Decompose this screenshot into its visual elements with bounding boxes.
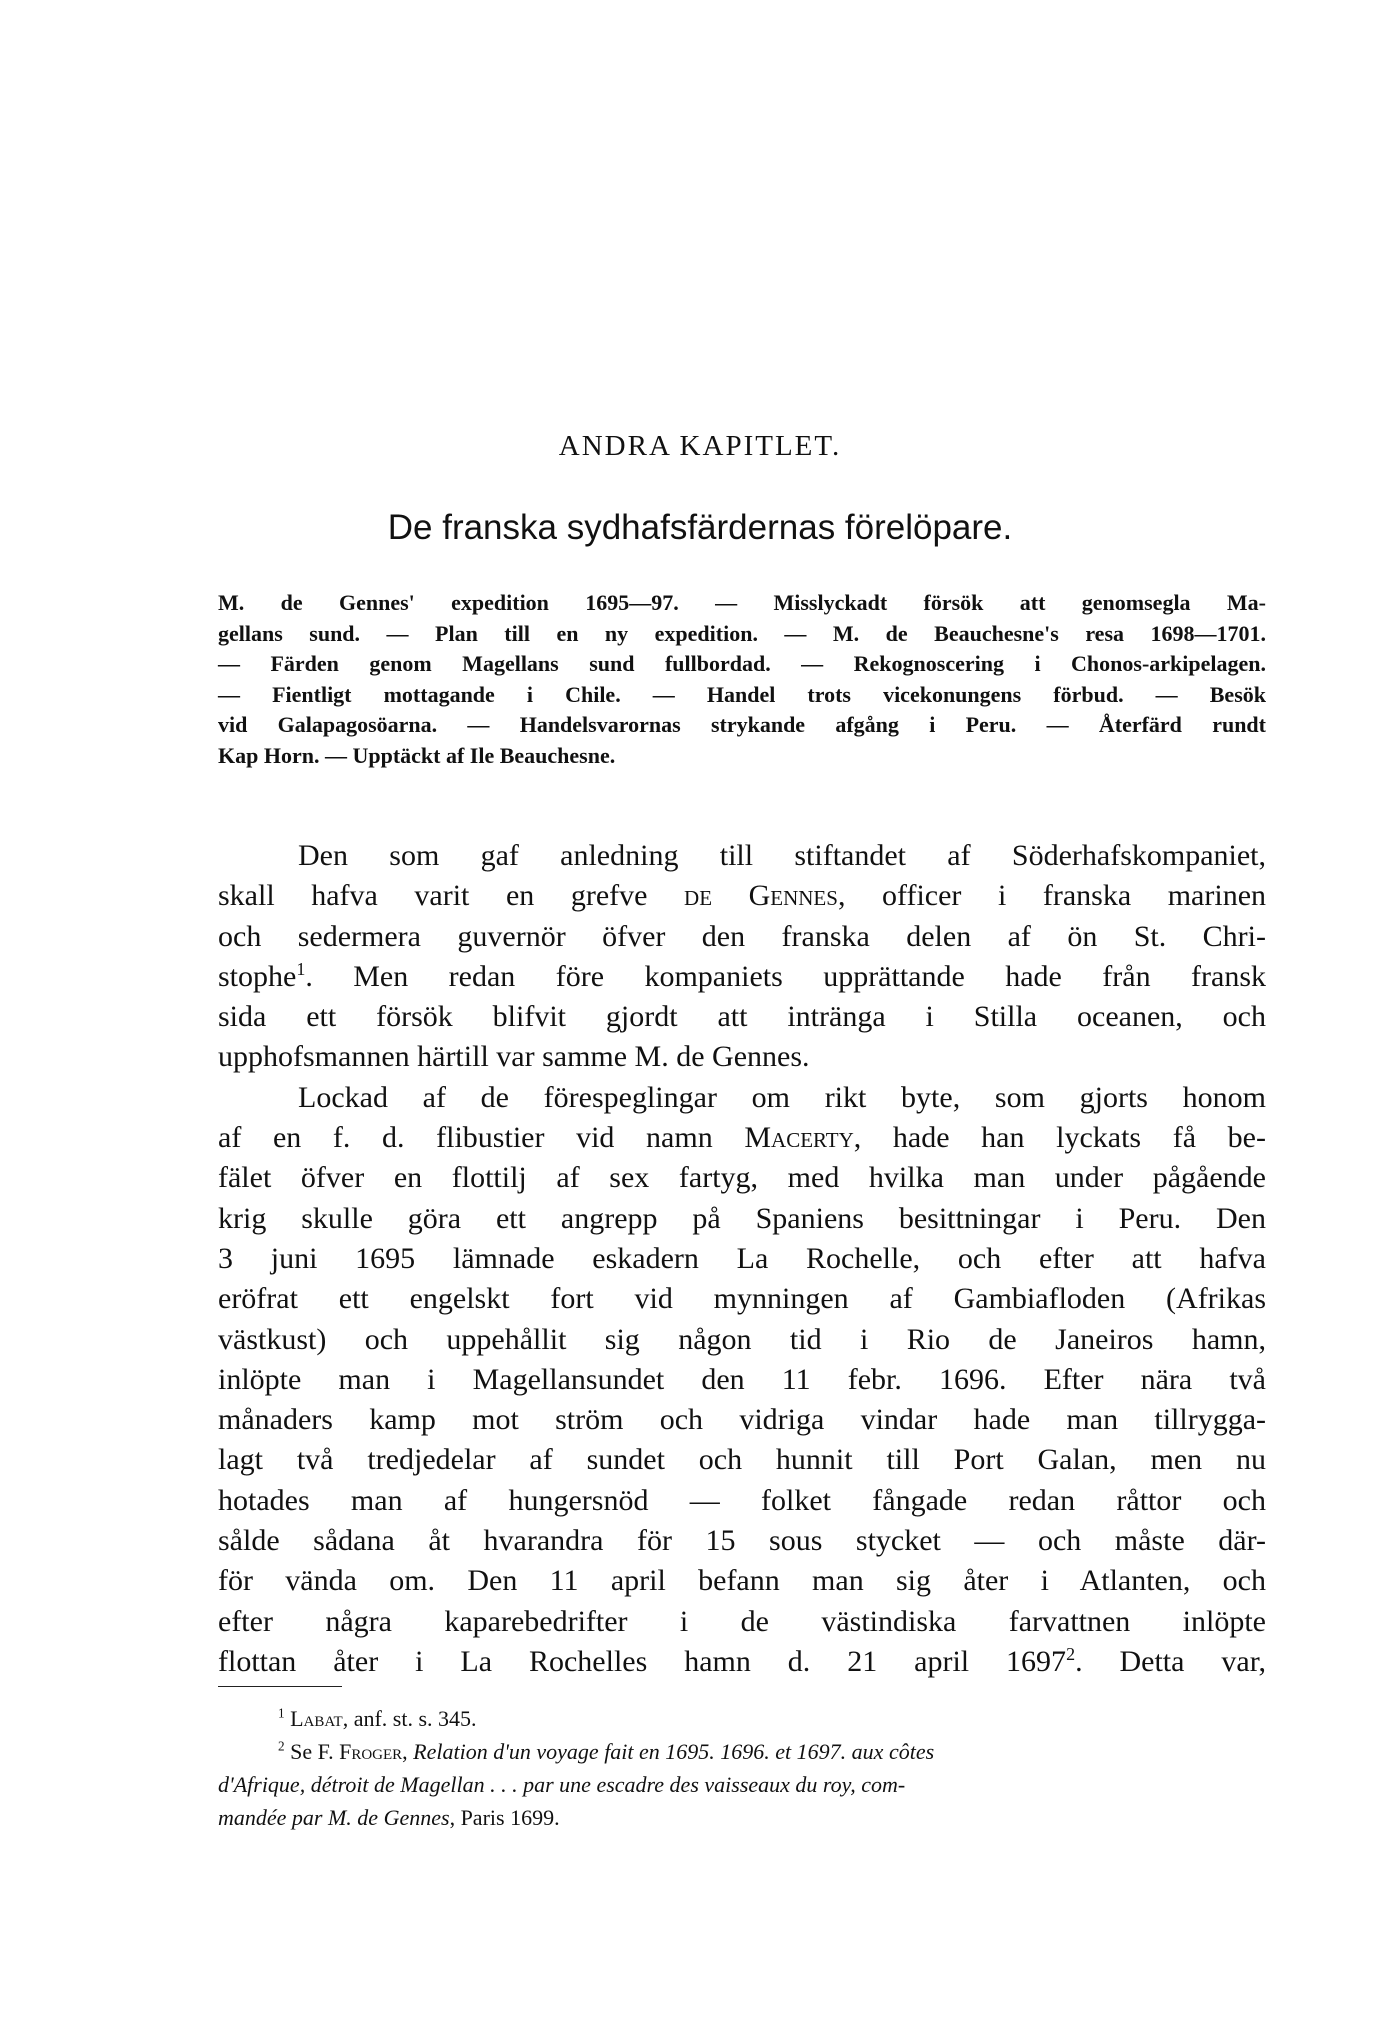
summary-line: gellans sund. — Plan till en ny expedition. — M. de Beauchesne's resa 1698—1701. xyxy=(218,620,1266,646)
body-line: fälet öfver en flottilj af sex fartyg, med hvilka man under pågående xyxy=(218,1161,1266,1195)
body-line: Den som gaf anledning till stiftandet af Söderhafskompaniet, xyxy=(298,839,1266,872)
footnote-2-cont xyxy=(218,1768,1266,1801)
body-line: inlöpte man i Magellansundet den 11 febr. 1696. Efter nära två xyxy=(218,1362,1266,1396)
body-line: hotades man af hungersnöd — folket fångade redan råttor och xyxy=(218,1483,1266,1517)
chapter-title: De franska sydhafsfärdernas förelöpare. xyxy=(387,508,1013,547)
body-line: lagt två tredjedelar af sundet och hunnit till Port Galan, men nu xyxy=(218,1443,1266,1477)
text-span: , hade han lyckats få be- xyxy=(853,1121,1266,1155)
summary-line: vid Galapagosöarna. — Handelsvarornas strykande afgång i Peru. — Återfärd rundt xyxy=(218,712,1266,737)
work-title: d'Afrique, détroit de Magellan . . . par une escadre des vaisseaux du roy, com- xyxy=(218,1772,906,1797)
summary-line: M. de Gennes' expedition 1695—97. — Misslyckadt försök att genomsegla Ma- xyxy=(218,590,1266,615)
footnotes xyxy=(218,1702,1266,1834)
footnote-number: 2 xyxy=(278,1738,285,1754)
body-text xyxy=(218,836,1266,1682)
footnote-ref: 1 xyxy=(296,958,306,979)
person-name: de Gennes xyxy=(684,879,838,913)
work-title: mandée par M. de Gennes xyxy=(218,1805,450,1830)
body-line: eröfrat ett engelskt fort vid mynningen af Gambiafloden (Afrikas xyxy=(218,1282,1266,1316)
footnote-2 xyxy=(218,1735,1266,1768)
body-line: Lockad af de förespeglingar om rikt byte, som gjorts honom xyxy=(298,1080,1266,1114)
person-name: Macerty xyxy=(744,1121,854,1155)
body-line: västkust) och uppehållit sig någon tid i Rio de Janeiros hamn, xyxy=(218,1322,1266,1356)
text-span: . Detta var, xyxy=(1075,1644,1266,1678)
summary-line: Kap Horn. — Upptäckt af Ile Beauchesne. xyxy=(218,742,616,768)
footnote-2-cont xyxy=(218,1801,1266,1834)
body-line: sida ett försök blifvit gjordt att intränga i Stilla oceanen, och xyxy=(218,1000,1266,1034)
body-line xyxy=(218,876,1266,916)
text-span: af en f. d. flibustier vid namn xyxy=(218,1121,745,1155)
author-name: Froger xyxy=(339,1739,403,1764)
text-span: . Men redan före kompaniets upprättande hade från fransk xyxy=(305,959,1266,993)
body-line: 3 juni 1695 lämnade eskadern La Rochelle, och efter att hafva xyxy=(218,1241,1266,1275)
body-line: för vända om. Den 11 april befann man sig åter i Atlanten, och xyxy=(218,1564,1266,1598)
text-span: Se F. xyxy=(290,1739,340,1764)
text-span: , officer i franska marinen xyxy=(837,879,1267,913)
body-line xyxy=(218,1118,1266,1158)
text-span: flottan åter i La Rochelles hamn d. 21 april 1697 xyxy=(218,1644,1067,1678)
text-span: skall hafva varit en grefve xyxy=(218,879,685,913)
chapter-heading: ANDRA KAPITLET. xyxy=(558,430,842,462)
body-line xyxy=(218,1642,1266,1682)
body-line xyxy=(218,957,1266,997)
body-line: krig skulle göra ett angrepp på Spaniens besittningar i Peru. Den xyxy=(218,1201,1266,1235)
summary-line: — Fientligt mottagande i Chile. — Handel trots vicekonungens förbud. — Besök xyxy=(218,681,1266,707)
body-line: sålde sådana åt hvarandra för 15 sous stycket — och måste där- xyxy=(218,1524,1266,1558)
chapter-summary xyxy=(218,588,1266,771)
author-name: Labat xyxy=(290,1706,343,1731)
body-line: upphofsmannen härtill var samme M. de Gennes. xyxy=(218,1040,810,1074)
text-span: , Paris 1699. xyxy=(449,1805,560,1830)
footnote-1 xyxy=(218,1702,1266,1735)
footnote-number: 1 xyxy=(278,1705,285,1721)
body-line: efter några kaparebedrifter i de västindiska farvattnen inlöpte xyxy=(218,1604,1266,1638)
footnote-ref: 2 xyxy=(1066,1643,1076,1664)
body-line: och sedermera guvernör öfver den franska delen af ön St. Chri- xyxy=(218,919,1266,953)
body-line: månaders kamp mot ström och vidriga vindar hade man tillrygga- xyxy=(218,1403,1266,1437)
footnote-divider xyxy=(218,1686,342,1687)
summary-line: — Färden genom Magellans sund fullbordad. — Rekognoscering i Chonos-arkipelagen. xyxy=(218,651,1266,676)
text-span: , anf. st. s. 345. xyxy=(342,1706,477,1731)
text-span: stophe xyxy=(218,959,297,993)
work-title: Relation d'un voyage fait en 1695. 1696. et 1697. aux côtes xyxy=(413,1739,935,1764)
text-span: , xyxy=(402,1739,414,1764)
